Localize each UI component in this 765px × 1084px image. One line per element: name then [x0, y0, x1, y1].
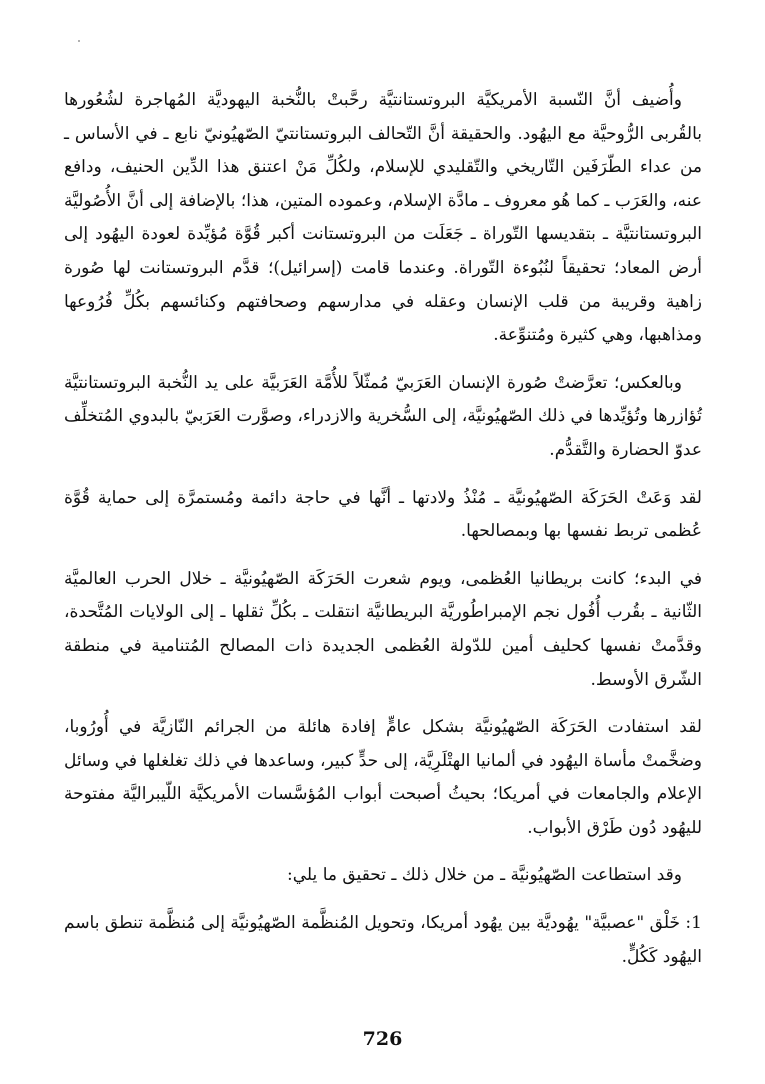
paragraph-6: وقد استطاعت الصّهيُونيَّة ـ من خلال ذلك ـ تحقيق ما يلي:: [287, 865, 682, 886]
paragraph-3: لقد وَعَتْ الحَرَكَة الصّهيُونيَّة ـ مُنْذُ ولادتها ـ أنَّها في حاجة دائمة ومُستمرَّة إلى حماية قُوَّة عُظمى تربط نفسها بها وبمصالحها.: [64, 487, 702, 542]
paragraph-5: لقد استفادت الحَرَكَة الصّهيُونيَّة بشكل عامٍّ إفادة هائلة من الجرائم النّازيَّة في أُورُوبا، وضخَّمتْ مأساة اليهُود في ألمانيا الهتْلَرِيَّة، إلى حدٍّ كبير، وساعدها في ذلك تغلغلها في وسائل الإعلام والجامعات في أمريكا؛ بحيثُ أصبحت أبواب المُؤسَّسات الأمريكيَّة اللّيبراليَّة مفتوحة لليهُود دُون طَرْق الأبواب.: [64, 717, 703, 838]
page-number: 726: [362, 1028, 403, 1050]
paragraph-2: وبالعكس؛ تعرَّضتْ صُورة الإنسان العَرَبيّ مُمثّلاً للأُمَّة العَرَبيَّة على يد النُّخبة البروتستانتيَّة تُؤازرها وتُؤيِّدها في ذلك الصّهيُونيَّة، إلى السُّخرية والازدراء، وصوَّرت العَرَبيّ بالبدوي المُتخلِّف عدوّ الحضارة والتَّقدُّم.: [64, 372, 702, 460]
body-text: [64, 84, 702, 988]
scan-speck: [78, 40, 80, 42]
paragraph-1: وأُضيف أنَّ النّسبة الأمريكيَّة البروتستانتيَّة رحَّبتْ بالنُّخبة اليهوديَّة المُهاجرة لشُعُورها بالقُربى الرُّوحيَّة مع اليهُود. والحقيقة أنَّ التّحالف البروتستانتيّ الصّهيُونيّ نابع ـ في الأساس ـ من عداء الطّرَفَين التّاريخي والتّقليدي للإسلام، ولكُلِّ مَنْ اعتنق هذا الدِّين الحنيف، ودافع عنه، والعَرَب ـ كما هُو معروف ـ مادَّة الإسلام، وعموده المتين، هذا؛ بالإضافة إلى أنَّ الأُصُوليَّة البروتستانتيَّة ـ بتقديسها التّوراة ـ جَعَلَت من البروتستانت أكبر قُوَّة مُؤيِّدة لعودة اليهُود إلى أرض المعاد؛ تحقيقاً لنُبُوءة التّوراة. وعندما قامت (إسرائيل)؛ قدَّم البروتستانت لها صُورة زاهية وقريبة من قلب الإنسان وعقله في مدارسهم وصحافتهم وكنائسهم بكُلِّ فُرُوعها ومذاهبها، وهي كثيرة ومُتنوِّعة.: [64, 90, 702, 346]
paragraph-7: 1: خَلْق "عصبيَّة" يهُوديَّة بين يهُود أمريكا، وتحويل المُنظَّمة الصّهيُونيَّة إلى مُنظَّمة تنطق باسم اليهُود كَكُلٍّ.: [64, 913, 702, 967]
paragraph-4: في البدء؛ كانت بريطانيا العُظمى، ويوم شعرت الحَرَكَة الصّهيُونيَّة ـ خلال الحرب العالميَّة الثّانية ـ بقُرب أُفُول نجم الإمبراطُوريَّة البريطانيَّة انتقلت ـ بكُلِّ ثقلها ـ إلى الولايات المُتَّحدة، وقدَّمتْ نفسها كحليف أمين للدّولة العُظمى الجديدة ذات المصالح المُتنامية في منطقة الشّرق الأوسط.: [64, 568, 702, 690]
